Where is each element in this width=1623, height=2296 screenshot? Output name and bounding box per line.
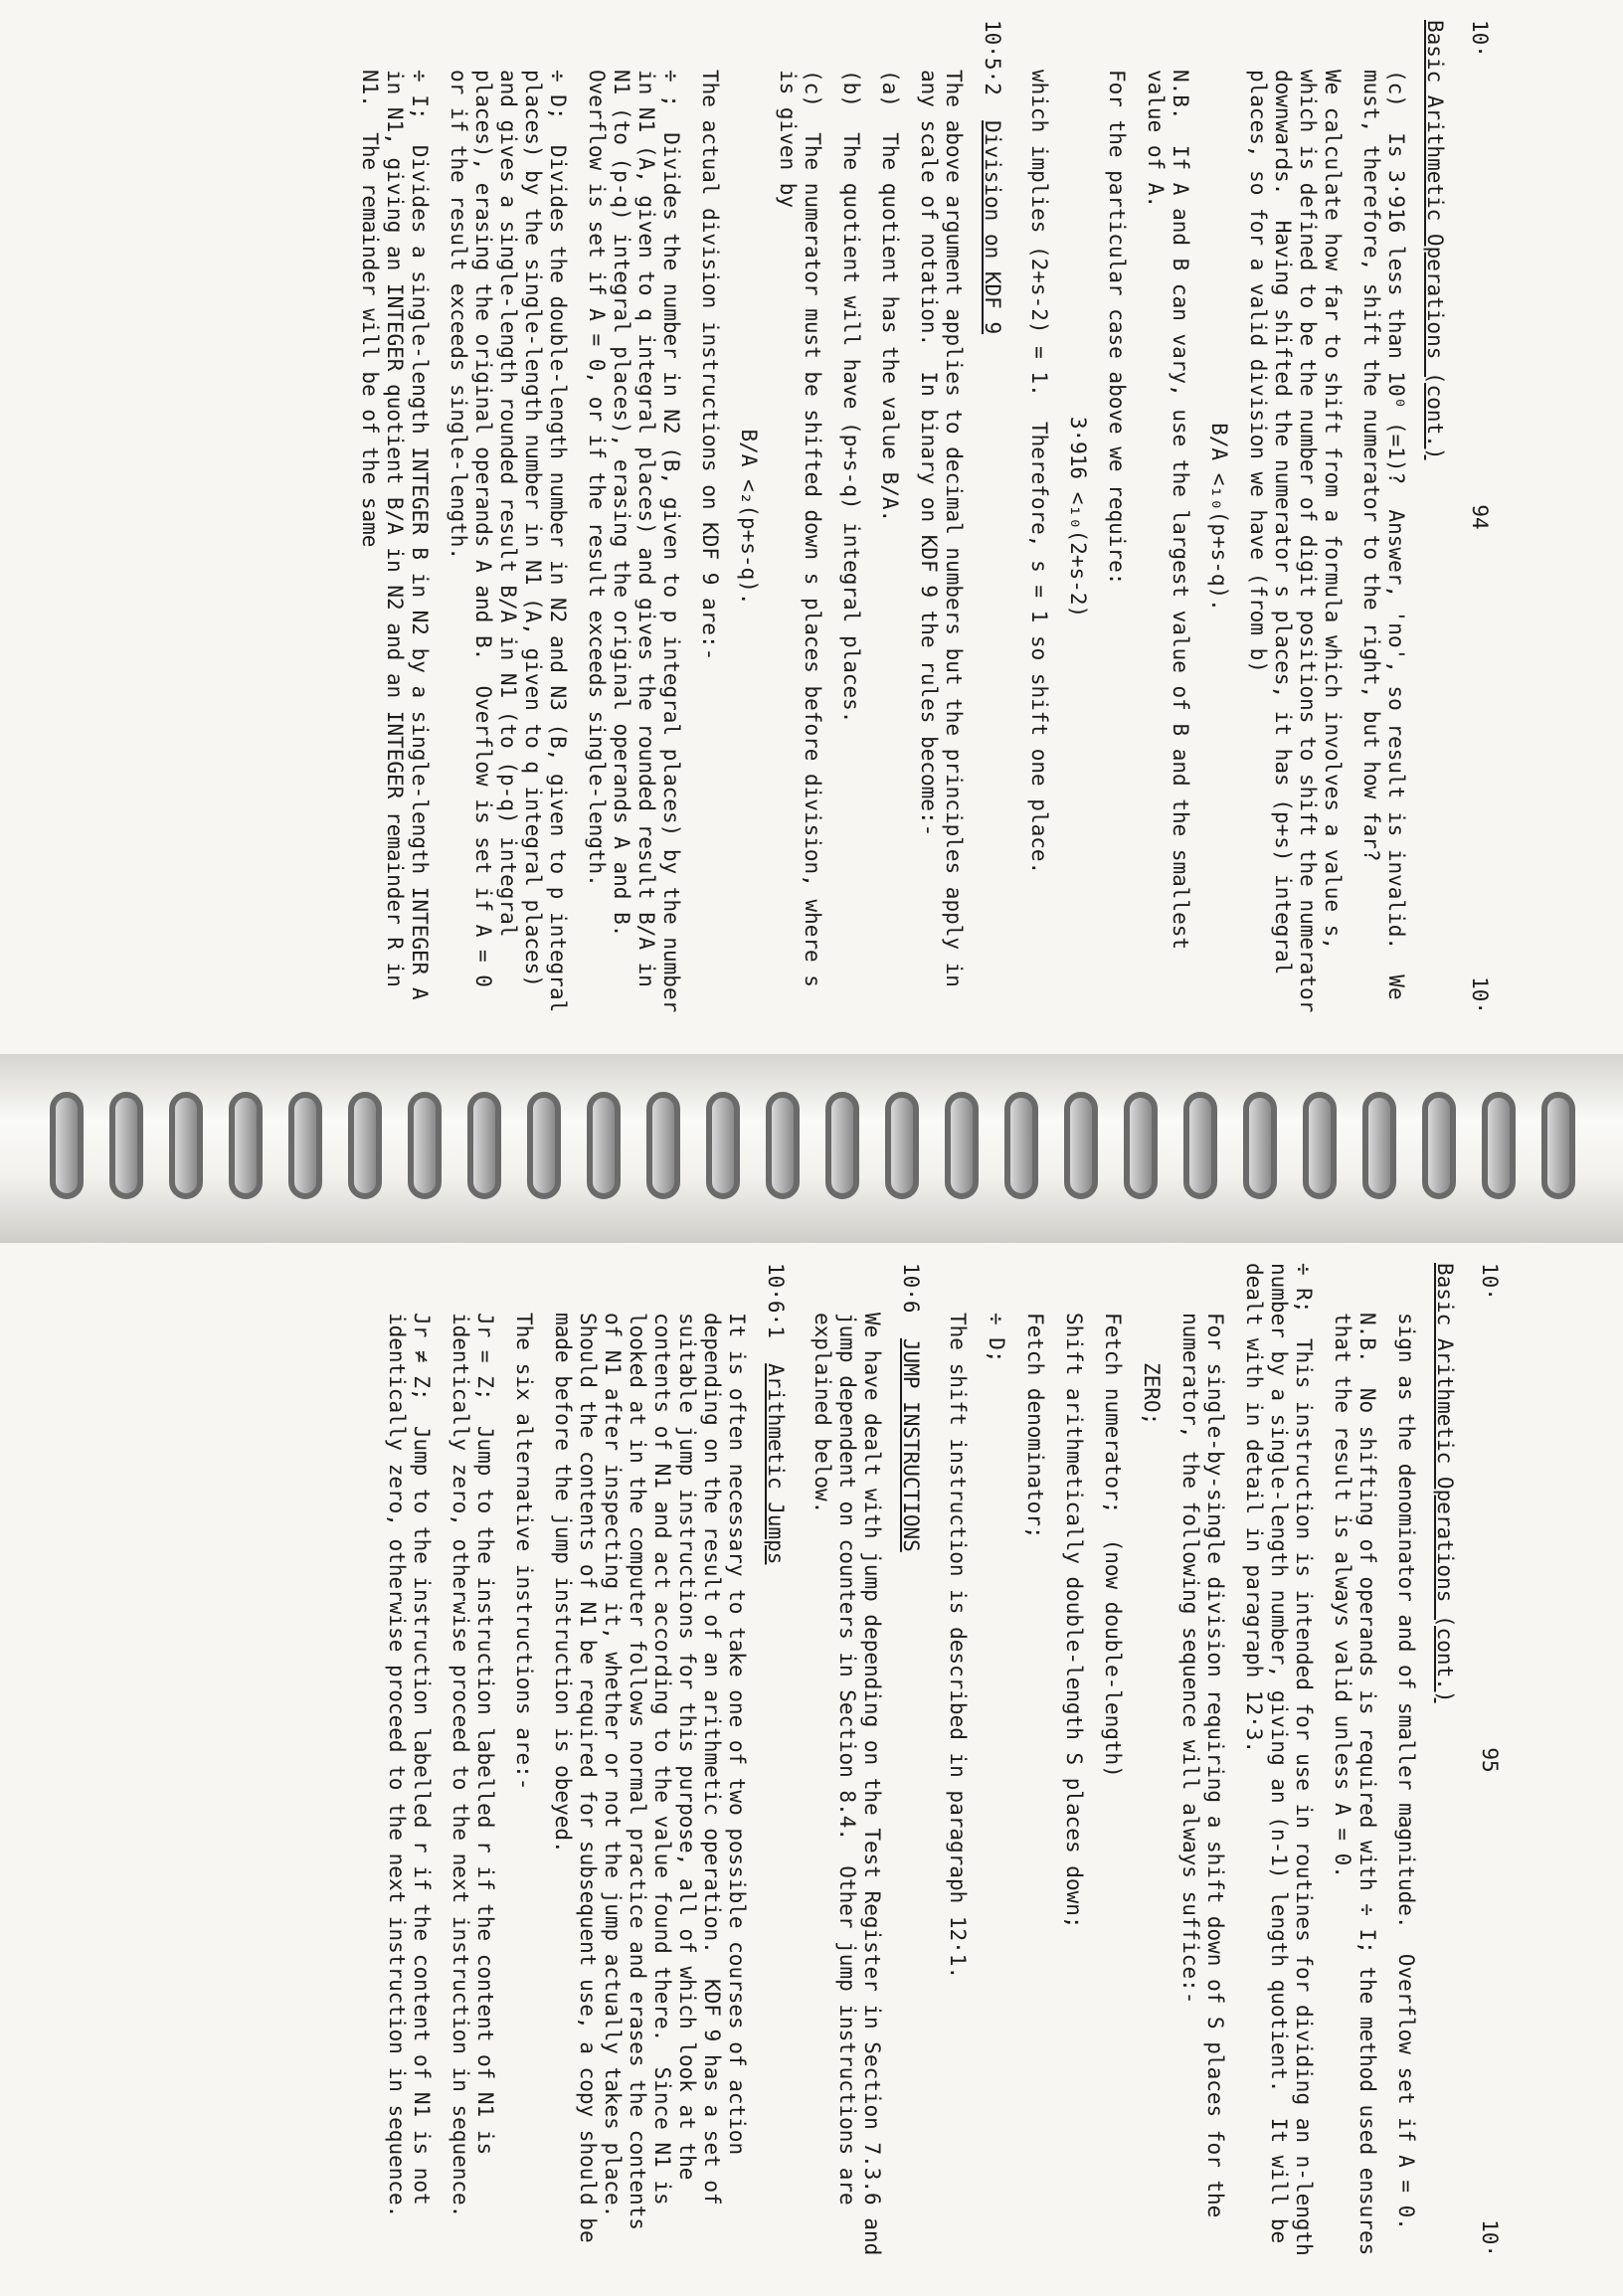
rule-a: (a) The quotient has the value B/A. — [878, 70, 902, 523]
paragraph: which implies (2+s-2) = 1. Therefore, s = 1 so shift one place. — [1027, 70, 1051, 875]
page-number: 94 — [1468, 504, 1492, 530]
jump-instruction-zero — [448, 1263, 497, 2257]
item-c: (c) Is 3·916 less than 10⁰ (=1)? Answer, 'no', so result is invalid. We must, therefore, shift the numerator to the right, but how far? — [1359, 70, 1408, 1013]
paragraph: The actual division instructions on KDF 9 are:- — [698, 70, 722, 661]
instruction-divide-remainder: ÷ R; This instruction is intended for use in routines for dividing an n-length number by a single-length number, giving an (n-1) length quotient. It will be dealt with in detail in paragraph 12·3. — [1242, 1263, 1316, 2269]
note: N.B. If A and B can vary, use the largest value of B and the smallest value of A. — [1144, 70, 1192, 963]
sequence-step: Shift arithmetically double-length S places down; — [1062, 1313, 1086, 1929]
chapter-number-right: 10· — [1478, 2219, 1502, 2257]
page-number: 95 — [1478, 1747, 1502, 1773]
subsection-heading — [980, 20, 1004, 1014]
chapter-number: 10· — [1478, 1263, 1502, 1301]
formula: B/A <₂(p+s-q). — [737, 429, 761, 606]
sequence-step: Fetch numerator; (now double-length) — [1101, 1313, 1125, 1778]
section-heading: Basic Arithmetic Operations (cont.) — [1433, 1263, 1457, 1703]
binding-ring — [408, 1092, 442, 1199]
binding-ring — [50, 1092, 84, 1199]
paragraph: The shift instruction is described in paragraph 12·1. — [946, 1313, 970, 1980]
paragraph: For single-by-single division requiring a shift down of S places for the numerator, the following sequence will always suffice:- — [1178, 1313, 1227, 2230]
page-95 — [0, 1243, 1623, 2296]
binding-ring — [109, 1092, 143, 1199]
paragraph: sign as the denominator and of smaller magnitude. Overflow set if A = 0. — [1394, 1313, 1418, 2230]
binding-ring — [1064, 1092, 1098, 1199]
paragraph: We have dealt with jump depending on the Test Register in Section 7.3.6 and jump dependent on counters in Section 8.4. Other jump instructions are explained below. — [811, 1313, 884, 2268]
binding-ring — [169, 1092, 203, 1199]
binding-ring — [646, 1092, 680, 1199]
binding-ring — [706, 1092, 740, 1199]
page-header — [1467, 20, 1492, 1014]
instruction-divide-double: ÷ D; Divides the double-length number in N2 and N3 (B, given to p integral places) by the single-length number in N1 (A, given to q integral places) and gives a single-length rounded result B/A in N1 (to (p-q) integral places), erasing the original operands A and B. Overflow is set if A = 0 or if the result exceeds single-length. — [447, 70, 570, 1025]
binding-ring — [467, 1092, 501, 1199]
sequence-step: ÷ D; — [985, 1313, 1008, 1363]
formula: B/A <₁₀(p+s-q). — [1207, 423, 1231, 612]
section-title: JUMP INSTRUCTIONS — [899, 1337, 923, 1552]
jump-code: Jr = Z; — [473, 1313, 497, 1401]
binding-ring — [945, 1092, 979, 1199]
paragraph: The six alternative instructions are:- — [512, 1313, 536, 1791]
binding-ring — [1004, 1092, 1038, 1199]
section-heading-jump — [898, 1263, 923, 2257]
paragraph: The above argument applies to decimal numbers but the principles apply in any scale of notation. In binary on KDF 9 the rules become:- — [917, 70, 966, 1000]
sequence-step: ZERO; — [1140, 1362, 1164, 1426]
sequence-step: Fetch denominator; — [1023, 1313, 1047, 1539]
binding-ring — [587, 1092, 621, 1199]
page-94-text — [0, 20, 1492, 1025]
subsection-number: 10·6·1 — [764, 1263, 788, 1338]
binding-ring — [1482, 1092, 1516, 1199]
paragraph: It is often necessary to take one of two possible courses of action depending on the result of an arithmetic operation. KDF 9 has a set of suitable jump instructions for this purpose, all of which look at the contents of N1 and act according to the value found there. Since N1 is looked at in the computer follows normal practice and erases the contents of N1 after inspecting it, whether or not the jump actually takes place. Should the contents of N1 be required for subsequent use, a copy should be made before the jump instruction is obeyed. — [551, 1313, 749, 2256]
chapter-number-right: 10· — [1468, 976, 1492, 1014]
binding-ring — [1362, 1092, 1396, 1199]
binding-ring — [527, 1092, 561, 1199]
subsection-heading — [763, 1263, 788, 2257]
chapter-number: 10· — [1468, 20, 1492, 58]
jump-description: Jump to the instruction labelled r if the content of N1 is not identically zero, otherwise proceed to the next instruction in sequence. — [385, 1313, 434, 2218]
binding-ring — [1541, 1092, 1575, 1199]
binding-ring — [885, 1092, 919, 1199]
section-heading: Basic Arithmetic Operations (cont.) — [1423, 20, 1447, 460]
binding-ring — [1183, 1092, 1217, 1199]
page-94 — [0, 0, 1623, 1054]
rule-c: (c) The numerator must be shifted down s places before division, where s is given by — [776, 70, 824, 1000]
formula: 3·916 <₁₀(2+s-2) — [1066, 416, 1090, 618]
binding-ring — [1124, 1092, 1158, 1199]
binding-ring — [1243, 1092, 1277, 1199]
binding-ring — [766, 1092, 800, 1199]
paragraph: We calculate how far to shift from a formula which involves a value s, which is defined to be the number of digit positions to shift the numerator downwards. Having shifted the numerator s places, it has (p+s) integral places, so for a valid division we have (from b) — [1246, 70, 1345, 1025]
subsection-title: Arithmetic Jumps — [764, 1363, 788, 1565]
jump-description: Jump to the instruction labelled r if the content of N1 is identically zero, otherwise proceed to the next instruction in sequence. — [449, 1313, 497, 2218]
binding-ring — [1422, 1092, 1456, 1199]
binding-ring — [1303, 1092, 1337, 1199]
note: N.B. No shifting of operands is required with ÷ I; the method used ensures that the result is always valid unless A = 0. — [1331, 1313, 1379, 2268]
page-header — [1477, 1263, 1502, 2257]
jump-instruction-nonzero — [384, 1263, 434, 2257]
page-95-text — [10, 1263, 1502, 2269]
paragraph: For the particular case above we require: — [1105, 70, 1129, 586]
section-number: 10·6 — [899, 1263, 923, 1314]
binding-ring — [825, 1092, 859, 1199]
subsection-title: Division on KDF 9 — [981, 120, 1004, 335]
jump-code: Jr ≠ Z; — [410, 1313, 434, 1401]
binding-ring — [288, 1092, 322, 1199]
instruction-divide: ÷ ; Divides the number in N2 (B, given to p integral places) by the number in N1 (A, given to q integral places) and gives the rounded result B/A in N1 (to (p-q) integral places), erasing the original operands A and B. Overflow is set if A = 0, or if the result exceeds single-length. — [585, 70, 683, 1025]
binding-ring — [229, 1092, 263, 1199]
subsection-number: 10·5·2 — [981, 20, 1004, 95]
rule-b: (b) The quotient will have (p+s-q) integral places. — [839, 70, 863, 724]
instruction-divide-integer: ÷ I; Divides a single-length INTEGER B in N2 by a single-length INTEGER A in N1, giving an INTEGER quotient B/A in N2 and an INTEGER remainder R in N1. The remainder will be of the same — [358, 70, 432, 1013]
binding-ring — [348, 1092, 382, 1199]
